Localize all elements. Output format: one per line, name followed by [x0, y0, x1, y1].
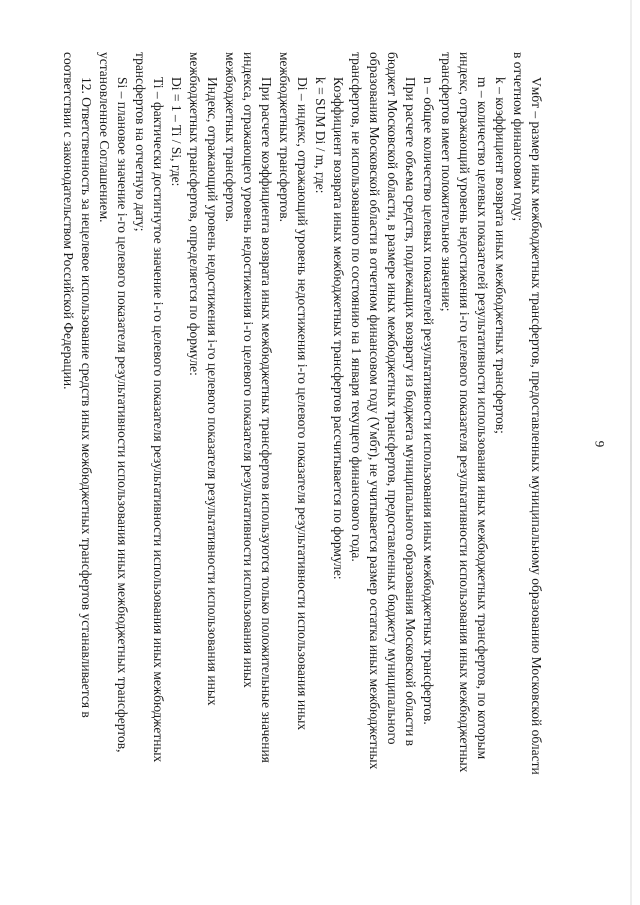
- text-line: k – коэффициент возврата иных межбюджетных трансфертов;: [493, 77, 508, 434]
- text-line: Si – плановое значение i-го целевого показателя результативности использования иных межбюджетных трансфертов,: [115, 77, 130, 753]
- text-line: соответствии с законодательством Российской Федерации.: [61, 52, 76, 390]
- text-line: n – общее количество целевых показателей результативности использования иных межбюджетных трансфертов.: [421, 77, 436, 725]
- text-line: образования Московской области в отчетном финансовом году (Vмбт), не учитывается размер остатка иных межбюджетных: [367, 52, 382, 770]
- text-line: индекс, отражающий уровень недостижения i-го целевого показателя результативности использования иных межбюджетных: [457, 52, 472, 773]
- text-line: трансфертов имеет положительное значение;: [439, 52, 454, 312]
- text-line: установленное Соглашением.: [97, 52, 112, 223]
- formula-line: k = SUM Di / m, где:: [313, 77, 328, 194]
- text-line: 12. Ответственность за нецелевое использование средств иных межбюджетных трансфертов устанавливается в: [79, 77, 94, 718]
- page-number: 9: [592, 440, 608, 448]
- text-line: Di – индекс, отражающий уровень недостижения i-го целевого показателя результативности использования иных: [295, 77, 310, 731]
- text-line: бюджет Московской области, в размере иных межбюджетных трансфертов, предоставленных бюджету муниципального: [385, 52, 400, 745]
- text-line: трансфертов на отчетную дату;: [133, 52, 148, 232]
- formula-line: Di = 1 – Ti / Si, где:: [169, 77, 184, 187]
- scan-edge: [630, 0, 632, 905]
- text-line: m – количество целевых показателей результативности использования иных межбюджетных трансфертов, по которым: [475, 77, 490, 760]
- text-line: При расчете объема средств, подлежащих возврату из бюджета муниципального образования Московской области в: [403, 77, 418, 747]
- text-line: Коэффициент возврата иных межбюджетных трансфертов рассчитывается по формуле:: [331, 77, 346, 580]
- text-line: межбюджетных трансфертов, определяется по формуле:: [187, 52, 202, 376]
- text-line: межбюджетных трансфертов.: [277, 52, 292, 223]
- text-line: межбюджетных трансфертов.: [223, 52, 238, 223]
- document-body: [6, 32, 566, 892]
- text-line: Индекс, отражающий уровень недостижения i-го целевого показателя результативности использования иных: [205, 77, 220, 706]
- text-line: в отчетном финансовом году;: [511, 52, 526, 222]
- text-line: При расчете коэффициента возврата иных межбюджетных трансфертов используются только положительные значения: [259, 77, 274, 763]
- text-line: Ti – фактически достигнутое значение i-го целевого показателя результативности использования иных межбюджетных: [151, 77, 166, 763]
- text-line: трансфертов, не использованного по состоянию на 1 января текущего финансового года.: [349, 52, 364, 562]
- text-line: индекса, отражающего уровень недостижения i-го целевого показателя результативности использования иных: [241, 52, 256, 688]
- text-line: Vмбт – размер иных межбюджетных трансфертов, предоставленных муниципальному образованию Московской области: [529, 77, 544, 775]
